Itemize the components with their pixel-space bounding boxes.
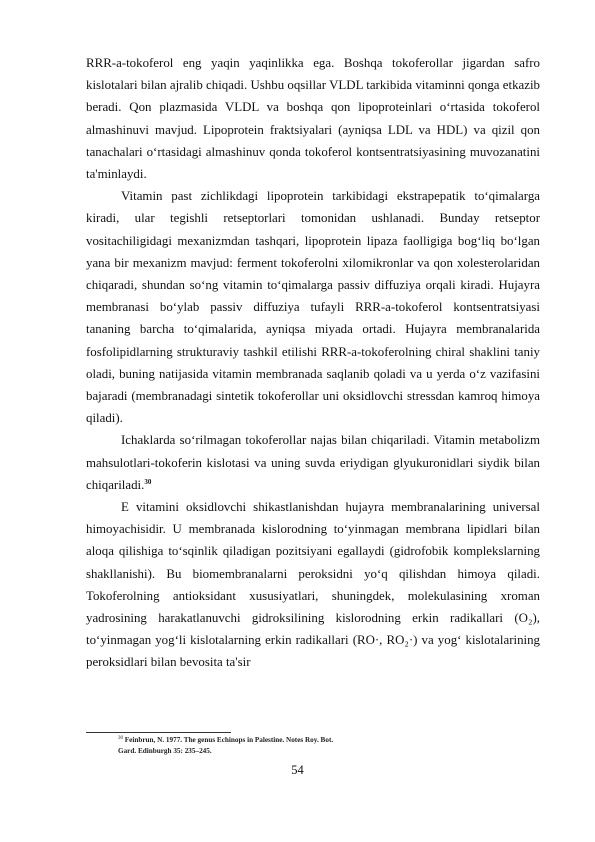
paragraph-2: Vitamin past zichlikdagi lipoprotein tarkibidagi ekstrapepatik to‘qimalarga kiradi, ular tegishli retseptorlari tomonidan ushlanadi. Bunday retseptor vositachiligidagi mexanizmdan tashqari, lipoprotein lipaza faolligiga bog‘liq bo‘lgan yana bir mexanizm mavjud: ferment tokoferolni xilomikronlar va qon xolesterolaridan chiqaradi, shundan so‘ng vitamin to‘qimalarga passiv diffuziya orqali kiradi. Hujayra membranasi bo‘ylab passiv diffuziya tufayli RRR-a-tokoferol kontsentratsiyasi tananing barcha to‘qimalarida, ayniqsa miyada ortadi. Hujayra membranalarida fosfolipidlarning strukturaviy tashkil etilishi RRR-a-tokoferolning chiral shaklini taniy oladi, buning natijasida vitamin membranada saqlanib qoladi va u yerda o‘z vazifasini bajaradi (membranadagi sintetik tokoferollar uni oksidlovchi stressdan kamroq himoya qiladi). (86, 189, 540, 426)
footnote-number: 30 (118, 736, 123, 741)
footnote-text-1: Feinbrun, N. 1977. The genus Echinops in Palestine. Notes Roy. Bot. (124, 736, 334, 744)
paragraph-3-text: Ichaklarda so‘rilmagan tokoferollar najas bilan chiqariladi. Vitamin metabolizm mahsulotlari-tokoferin kislotasi va uning suvda eriydigan glyukuronidlari siydik bilan chiqariladi. (86, 433, 540, 492)
page-number: 54 (291, 763, 304, 777)
paragraph-1: RRR-a-tokoferol eng yaqin yaqinlikka ega. Boshqa tokoferollar jigardan safro kislotalari bilan ajralib chiqadi. Ushbu oqsillar VLDL tarkibida vitaminni qonga etkazib beradi. Qon plazmasida VLDL va boshqa qon lipoproteinlari o‘rtasida tokoferol almashinuvi mavjud. Lipoprotein fraktsiyalari (ayniqsa LDL va HDL) va qizil qon tanachalari o‘rtasidagi almashinuv qonda tokoferol kontsentratsiyasining muvozanatini ta'minlaydi. (86, 56, 540, 182)
paragraph-4: E vitamini oksidlovchi shikastlanishdan hujayra membranalarining universal himoyachisidir. U membranada kislorodning to‘yinmagan membrana lipidlari bilan aloqa qilishiga to‘sqinlik qiladigan pozitsiyani egallaydi (gidrofobik komplekslarning shakllanishi). Bu biomembranalarni peroksidni yo‘q qilishdan himoya qiladi. Tokoferolning antioksidant xususiyatlari, shuningdek, molekulasining xroman yadrosining harakatlanuvchi gidroksilining kislorodning erkin radikallari (O₂), to‘yinmagan yog‘li kislotalarning erkin radikallari (RO·, RO₂·) va yog‘ kislotalarining peroksidlari bilan bevosita ta'sir (86, 500, 540, 670)
footnote-divider (86, 732, 231, 733)
body-text (86, 52, 540, 674)
footnote-line-1 (118, 735, 438, 746)
footnote (118, 735, 438, 757)
paragraph-3 (86, 429, 540, 496)
footnote-reference[interactable]: 30 (144, 477, 152, 486)
footnote-line-2: Gard. Edinburgh 35: 235–245. (118, 747, 212, 755)
